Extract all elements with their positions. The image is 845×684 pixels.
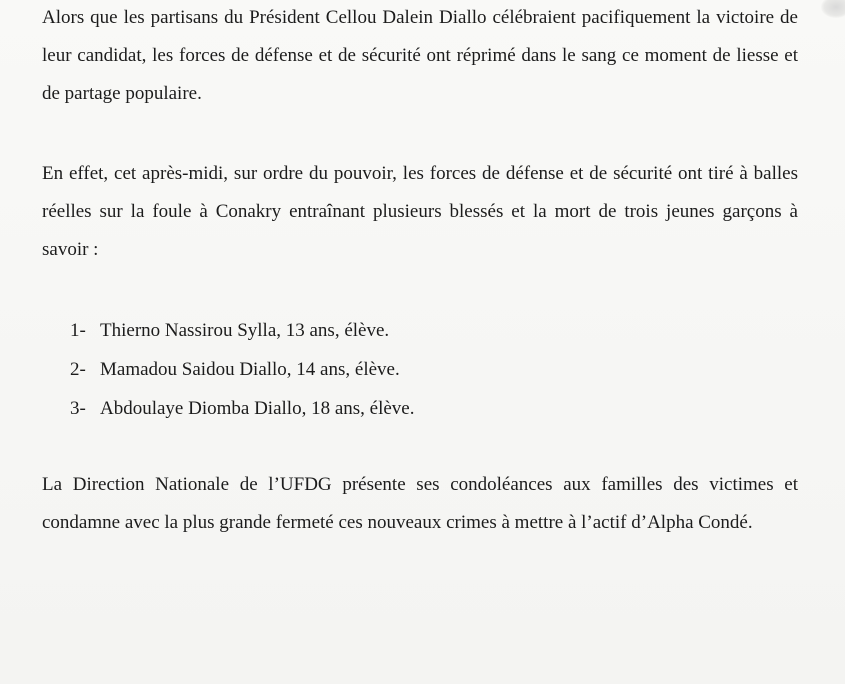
list-item [70,311,414,350]
victims-list [70,311,414,428]
list-item-number: 3- [70,398,86,419]
list-item-text: Thierno Nassirou Sylla, 13 ans, élève. [100,320,390,341]
list-item-number: 1- [70,320,86,341]
list-item [70,389,414,428]
paragraph-celebration: Alors que les partisans du Président Cellou Dalein Diallo célébraient pacifiquement la victoire de leur candidat, les forces de défense et de sécurité ont réprimé dans le sang ce moment de liesse et de partage populaire. [42,7,798,104]
list-item-text: Mamadou Saidou Diallo, 14 ans, élève. [100,359,400,380]
paragraph-shooting: En effet, cet après-midi, sur ordre du pouvoir, les forces de défense et de sécurité ont tiré à balles réelles sur la foule à Conakry entraînant plusieurs blessés et la mort de trois jeunes garçons à savoir : [42,163,798,260]
corner-shadow [821,0,845,18]
paragraph-condolences: La Direction Nationale de l’UFDG présente ses condoléances aux familles des victimes et condamne avec la plus grande fermeté ces nouveaux crimes à mettre à l’actif d’Alpha Condé. [42,474,798,533]
list-item-text: Abdoulaye Diomba Diallo, 18 ans, élève. [100,398,415,419]
list-item [70,350,414,389]
list-item-number: 2- [70,359,86,380]
